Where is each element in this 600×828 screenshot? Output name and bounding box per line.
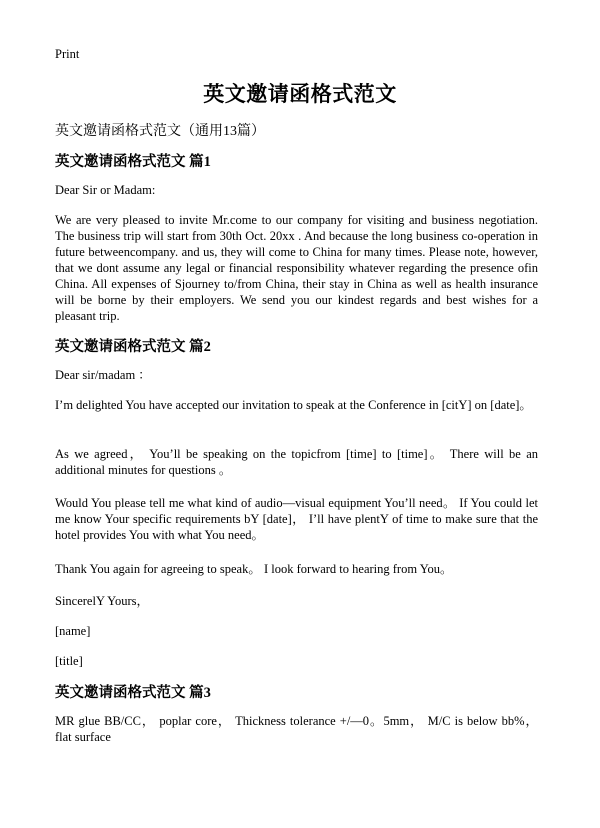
paragraph: Would You please tell me what kind of audio—visual equipment You’ll need。 If You could let me know Your specific requirements bY [date]， I’ll have plentY of time to make sure that the hotel provides You with what You need。 (55, 496, 538, 542)
salutation-2: Dear sir/madam ： (55, 368, 151, 382)
paragraph: I’m delighted You have accepted our invitation to speak at the Conference in [citY] on [date]。 (55, 398, 532, 412)
section-heading-2: 英文邀请函格式范文 篇2 (55, 339, 211, 355)
page-title: 英文邀请函格式范文 (203, 82, 397, 106)
name-placeholder: [name] (55, 624, 91, 638)
page-subtitle: 英文邀请函格式范文（通用13篇） (55, 124, 265, 139)
title-placeholder: [title] (55, 654, 83, 668)
salutation-1: Dear Sir or Madam: (55, 183, 156, 197)
section-heading-3: 英文邀请函格式范文 篇3 (55, 685, 211, 701)
paragraph: MR glue BB/CC， poplar core， Thickness tolerance +/—0。5mm， M/C is below bb%， flat surface (55, 714, 538, 744)
paragraph: We are very pleased to invite Mr.come to our company for visiting and business negotiation. The business trip will start from 30th Oct. 20xx . And because the long business co-operation in future betweencompany. and us, they will come to China for many times. Please note, however, that we dont assume any legal or financial responsibility whatever regarding the presence ofin China. All expenses of Sjourney to/from China, their stay in China as well as health insurance will be borne by their employers. We send you our kindest regards and best wishes for a pleasant trip. (55, 213, 538, 323)
closing-line: SincerelY Yours， (55, 594, 149, 608)
paragraph: As we agreed， You’ll be speaking on the topicfrom [time] to [time]。 There will be an additional minutes for questions 。 (55, 447, 538, 477)
paragraph: Thank You again for agreeing to speak。 I look forward to hearing from You。 (55, 562, 453, 576)
print-link[interactable]: Print (55, 47, 80, 61)
section-heading-1: 英文邀请函格式范文 篇1 (55, 154, 211, 170)
